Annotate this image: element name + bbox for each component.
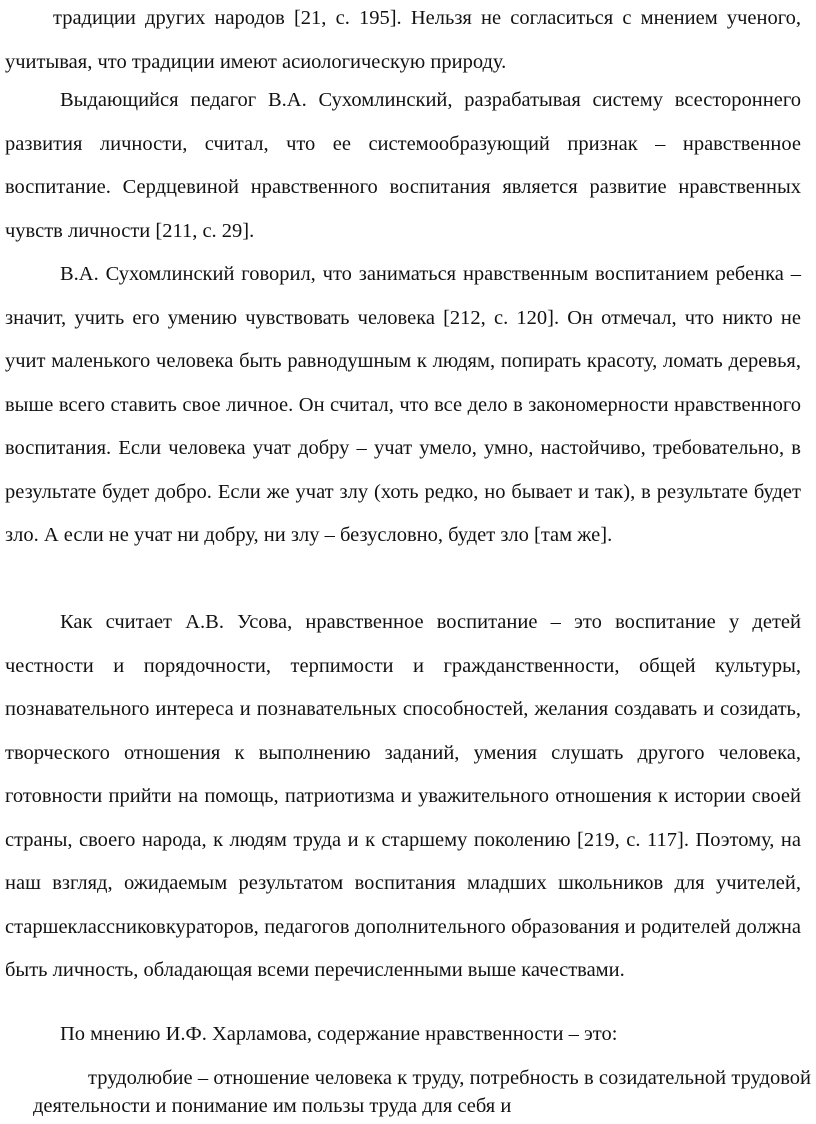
paragraph-usova: Как считает А.В. Усова, нравственное воспитание – это воспитание у детей честности и порядочности, терпимости и гражданственности, общей культуры, познавательного интереса и познавательных способностей, желания создавать и созидать, творческого отношения к выполнению заданий, умения слушать другого человека, готовности прийти на помощь, патриотизма и уважительного отношения к истории своей страны, своего народа, к людям труда и к старшему поколению [219, с. 117]. Поэтому, на наш взгляд, ожидаемым результатом воспитания младших школьников для учителей, старшеклассниковкураторов, педагогов дополнительного образования и родителей должна быть личность, обладающая всеми перечисленными выше качествами. [5, 611, 801, 981]
paragraph-traditions: традиции других народов [21, с. 195]. Нельзя не согласиться с мнением ученого, учитывая, что традиции имеют асиологическую природу. [5, 7, 801, 73]
paragraph-sukhomlinsky-system: Выдающийся педагог В.А. Сухомлинский, разрабатывая систему всестороннего развития личности, считал, что ее системообразующий признак – нравственное воспитание. Сердцевиной нравственного воспитания является развитие нравственных чувств личности [211, с. 29]. [5, 89, 801, 242]
paragraph-kharlamov-intro: По мнению И.Ф. Харламова, содержание нравственности – это: [60, 1023, 618, 1045]
list-item-diligence: трудолюбие – отношение человека к труду, потребность в созидательной трудовой деятельности и понимание им пользы труда для себя и [33, 1067, 811, 1117]
paragraph-sukhomlinsky-moral: В.А. Сухомлинский говорил, что заниматься нравственным воспитанием ребенка – значит, учить его умению чувствовать человека [212, с. 120]. Он отмечал, что никто не учит маленького человека быть равнодушным к людям, попирать красоту, ломать деревья, выше всего ставить свое личное. Он считал, что все дело в закономерности нравственного воспитания. Если человека учат добру – учат умело, умно, настойчиво, требовательно, в результате будет добро. Если же учат злу (хоть редко, но бывает и так), в результате будет зло. А если не учат ни добру, ни злу – безусловно, будет зло [там же]. [5, 263, 801, 546]
